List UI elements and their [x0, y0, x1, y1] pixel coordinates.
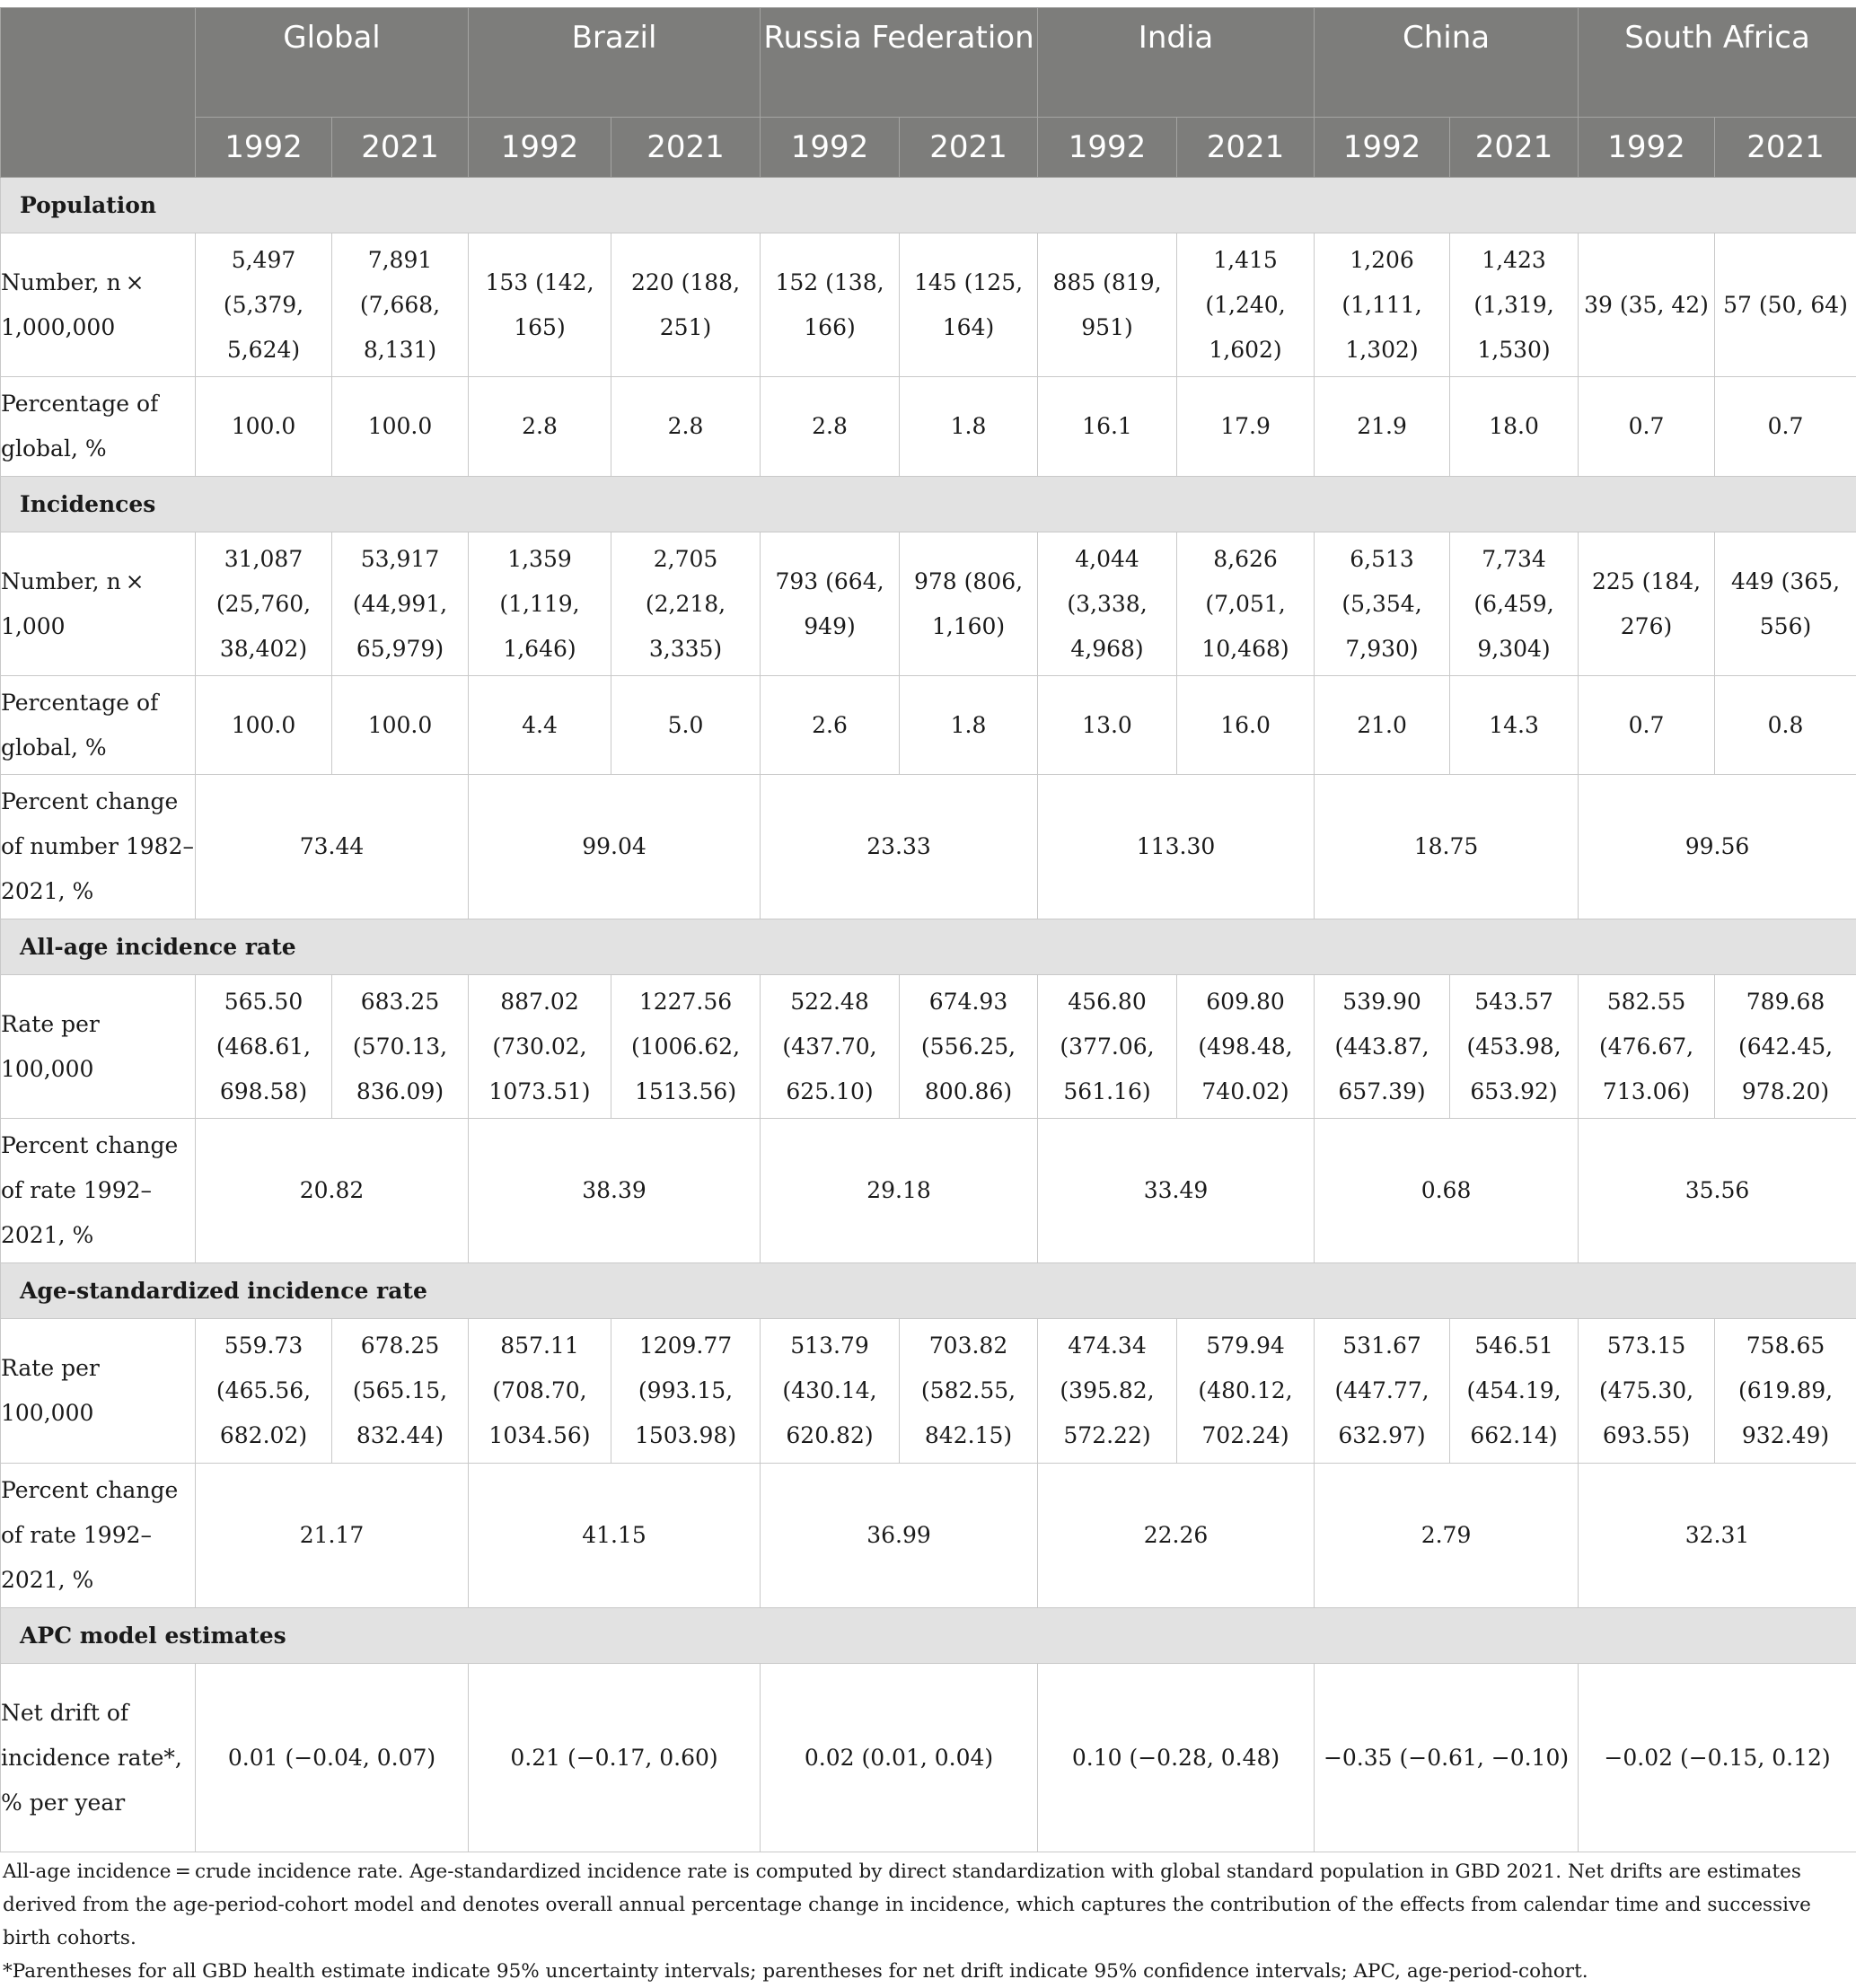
table-cell: 1209.77 (993.15, 1503.98) — [611, 1319, 761, 1464]
table-cell: 793 (664, 949) — [761, 532, 900, 676]
footnote-intervals: *Parentheses for all GBD health estimate indicate 95% uncertainty intervals; parentheses for net drift indicate 95% confidence intervals; APC, age-period-cohort. — [3, 1955, 1851, 1988]
table-cell: 474.34 (395.82, 572.22) — [1038, 1319, 1177, 1464]
row-label: Percent change of rate 1992–2021, % — [1, 1119, 196, 1263]
table-cell: 100.0 — [332, 377, 469, 477]
table-cell: 4.4 — [469, 676, 611, 775]
table-cell: 609.80 (498.48, 740.02) — [1177, 975, 1315, 1119]
table-cell: 887.02 (730.02, 1073.51) — [469, 975, 611, 1119]
table-row-incidences-pct — [1, 676, 1856, 775]
header-year: 1992 — [1315, 118, 1450, 178]
header-region-india: India — [1038, 8, 1315, 118]
table-cell: 703.82 (582.55, 842.15) — [900, 1319, 1038, 1464]
header-year: 1992 — [469, 118, 611, 178]
table-cell: 100.0 — [332, 676, 469, 775]
header-year: 2021 — [332, 118, 469, 178]
table-cell: 857.11 (708.70, 1034.56) — [469, 1319, 611, 1464]
table-cell: 579.94 (480.12, 702.24) — [1177, 1319, 1315, 1464]
table-cell: 674.93 (556.25, 800.86) — [900, 975, 1038, 1119]
header-region-global: Global — [196, 8, 469, 118]
header-year: 2021 — [1715, 118, 1856, 178]
table-row-incidences-change — [1, 775, 1856, 919]
table-cell: 1,415 (1,240, 1,602) — [1177, 233, 1315, 377]
table-cell: 0.8 — [1715, 676, 1856, 775]
table-cell: 1227.56 (1006.62, 1513.56) — [611, 975, 761, 1119]
section-row-population — [1, 178, 1856, 233]
incidence-table — [0, 7, 1856, 1852]
section-title: All-age incidence rate — [1, 919, 1856, 975]
footnote-definitions: All-age incidence = crude incidence rate. Age-standardized incidence rate is computed by direct standardization with global standard population in GBD 2021. Net drifts are estimates derived from the age-period-cohort model and denotes overall annual percentage change in incidence, which captures the contribution of the effects from calendar time and successive birth cohorts. — [3, 1855, 1851, 1955]
section-title: Incidences — [1, 477, 1856, 532]
table-cell: 13.0 — [1038, 676, 1177, 775]
table-cell: 2.8 — [469, 377, 611, 477]
table-cell: 2.6 — [761, 676, 900, 775]
table-cell: 100.0 — [196, 676, 332, 775]
row-label: Rate per 100,000 — [1, 975, 196, 1119]
section-row-all-age — [1, 919, 1856, 975]
table-cell: 145 (125, 164) — [900, 233, 1038, 377]
table-cell-merged: 36.99 — [761, 1464, 1038, 1608]
row-label: Percentage of global, % — [1, 676, 196, 775]
table-cell-merged: 32.31 — [1579, 1464, 1856, 1608]
table-cell-merged: 35.56 — [1579, 1119, 1856, 1263]
table-cell: 153 (142, 165) — [469, 233, 611, 377]
table-cell: 0.7 — [1715, 377, 1856, 477]
section-row-apc — [1, 1608, 1856, 1664]
table-cell: 100.0 — [196, 377, 332, 477]
table-cell-merged: 33.49 — [1038, 1119, 1315, 1263]
table-cell: 2.8 — [761, 377, 900, 477]
header-region-brazil: Brazil — [469, 8, 761, 118]
table-cell: 14.3 — [1450, 676, 1579, 775]
section-title: APC model estimates — [1, 1608, 1856, 1664]
table-cell: 152 (138, 166) — [761, 233, 900, 377]
table-cell: 1.8 — [900, 377, 1038, 477]
table-cell-merged: 0.68 — [1315, 1119, 1579, 1263]
header-row-years — [1, 118, 1856, 178]
table-cell: 2.8 — [611, 377, 761, 477]
table-cell-merged: 38.39 — [469, 1119, 761, 1263]
table-row-age-std-change — [1, 1464, 1856, 1608]
row-label: Rate per 100,000 — [1, 1319, 196, 1464]
table-row-age-std-rate — [1, 1319, 1856, 1464]
header-year: 2021 — [611, 118, 761, 178]
table-cell: 53,917 (44,991, 65,979) — [332, 532, 469, 676]
table-cell: 559.73 (465.56, 682.02) — [196, 1319, 332, 1464]
table-cell-merged: 0.10 (−0.28, 0.48) — [1038, 1664, 1315, 1852]
header-year: 1992 — [761, 118, 900, 178]
table-cell: 683.25 (570.13, 836.09) — [332, 975, 469, 1119]
table-cell: 539.90 (443.87, 657.39) — [1315, 975, 1450, 1119]
table-cell: 5.0 — [611, 676, 761, 775]
table-cell: 513.79 (430.14, 620.82) — [761, 1319, 900, 1464]
table-cell: 978 (806, 1,160) — [900, 532, 1038, 676]
table-cell: 8,626 (7,051, 10,468) — [1177, 532, 1315, 676]
table-cell-merged: −0.02 (−0.15, 0.12) — [1579, 1664, 1856, 1852]
header-region-russia: Russia Federation — [761, 8, 1038, 118]
table-row-incidences-number — [1, 532, 1856, 676]
table-cell: 16.1 — [1038, 377, 1177, 477]
table-cell-merged: 21.17 — [196, 1464, 469, 1608]
table-cell-merged: 99.56 — [1579, 775, 1856, 919]
table-cell: 1.8 — [900, 676, 1038, 775]
table-cell-merged: 20.82 — [196, 1119, 469, 1263]
row-label: Percentage of global, % — [1, 377, 196, 477]
table-cell: 21.0 — [1315, 676, 1450, 775]
table-wrapper — [0, 7, 1856, 1852]
section-title: Age-standardized incidence rate — [1, 1263, 1856, 1319]
table-cell-merged: 18.75 — [1315, 775, 1579, 919]
table-cell: 789.68 (642.45, 978.20) — [1715, 975, 1856, 1119]
row-label: Number, n × 1,000 — [1, 532, 196, 676]
header-year: 1992 — [196, 118, 332, 178]
table-cell: 57 (50, 64) — [1715, 233, 1856, 377]
section-title: Population — [1, 178, 1856, 233]
table-cell-merged: 0.21 (−0.17, 0.60) — [469, 1664, 761, 1852]
table-cell: 1,359 (1,119, 1,646) — [469, 532, 611, 676]
table-row-population-pct — [1, 377, 1856, 477]
header-corner — [1, 8, 196, 178]
table-cell: 4,044 (3,338, 4,968) — [1038, 532, 1177, 676]
table-row-all-age-change — [1, 1119, 1856, 1263]
row-label: Percent change of number 1982–2021, % — [1, 775, 196, 919]
table-cell: 678.25 (565.15, 832.44) — [332, 1319, 469, 1464]
table-row-population-number — [1, 233, 1856, 377]
table-cell: 18.0 — [1450, 377, 1579, 477]
table-cell: 21.9 — [1315, 377, 1450, 477]
table-cell-merged: 73.44 — [196, 775, 469, 919]
table-cell: 31,087 (25,760, 38,402) — [196, 532, 332, 676]
table-cell-merged: 99.04 — [469, 775, 761, 919]
table-cell: 582.55 (476.67, 713.06) — [1579, 975, 1715, 1119]
table-cell: 220 (188, 251) — [611, 233, 761, 377]
table-cell: 565.50 (468.61, 698.58) — [196, 975, 332, 1119]
table-cell: 7,891 (7,668, 8,131) — [332, 233, 469, 377]
table-cell: 543.57 (453.98, 653.92) — [1450, 975, 1579, 1119]
header-year: 1992 — [1579, 118, 1715, 178]
row-label: Number, n × 1,000,000 — [1, 233, 196, 377]
table-cell-merged: 23.33 — [761, 775, 1038, 919]
header-region-china: China — [1315, 8, 1579, 118]
table-cell: 531.67 (447.77, 632.97) — [1315, 1319, 1450, 1464]
table-cell-merged: 0.01 (−0.04, 0.07) — [196, 1664, 469, 1852]
section-row-incidences — [1, 477, 1856, 532]
table-cell: 39 (35, 42) — [1579, 233, 1715, 377]
section-row-age-standardized — [1, 1263, 1856, 1319]
table-cell: 7,734 (6,459, 9,304) — [1450, 532, 1579, 676]
table-cell: 0.7 — [1579, 676, 1715, 775]
table-cell: 449 (365, 556) — [1715, 532, 1856, 676]
row-label: Net drift of incidence rate*, % per year — [1, 1664, 196, 1852]
table-row-apc-drift — [1, 1664, 1856, 1852]
table-cell: 522.48 (437.70, 625.10) — [761, 975, 900, 1119]
table-cell-merged: 113.30 — [1038, 775, 1315, 919]
table-cell: 17.9 — [1177, 377, 1315, 477]
table-cell: 225 (184, 276) — [1579, 532, 1715, 676]
header-row-regions — [1, 8, 1856, 118]
table-cell-merged: −0.35 (−0.61, −0.10) — [1315, 1664, 1579, 1852]
header-year: 2021 — [900, 118, 1038, 178]
table-cell-merged: 0.02 (0.01, 0.04) — [761, 1664, 1038, 1852]
table-cell: 573.15 (475.30, 693.55) — [1579, 1319, 1715, 1464]
table-cell: 16.0 — [1177, 676, 1315, 775]
table-cell: 1,423 (1,319, 1,530) — [1450, 233, 1579, 377]
table-footnote — [3, 1855, 1851, 1988]
table-cell-merged: 22.26 — [1038, 1464, 1315, 1608]
table-cell-merged: 41.15 — [469, 1464, 761, 1608]
header-year: 2021 — [1450, 118, 1579, 178]
table-cell: 1,206 (1,111, 1,302) — [1315, 233, 1450, 377]
table-cell: 2,705 (2,218, 3,335) — [611, 532, 761, 676]
table-row-all-age-rate — [1, 975, 1856, 1119]
table-cell-merged: 2.79 — [1315, 1464, 1579, 1608]
row-label: Percent change of rate 1992–2021, % — [1, 1464, 196, 1608]
header-region-south-africa: South Africa — [1579, 8, 1856, 118]
table-cell: 885 (819, 951) — [1038, 233, 1177, 377]
table-cell: 6,513 (5,354, 7,930) — [1315, 532, 1450, 676]
header-year: 1992 — [1038, 118, 1177, 178]
table-cell: 546.51 (454.19, 662.14) — [1450, 1319, 1579, 1464]
header-year: 2021 — [1177, 118, 1315, 178]
table-cell: 456.80 (377.06, 561.16) — [1038, 975, 1177, 1119]
table-cell-merged: 29.18 — [761, 1119, 1038, 1263]
table-cell: 5,497 (5,379, 5,624) — [196, 233, 332, 377]
table-cell: 758.65 (619.89, 932.49) — [1715, 1319, 1856, 1464]
table-cell: 0.7 — [1579, 377, 1715, 477]
